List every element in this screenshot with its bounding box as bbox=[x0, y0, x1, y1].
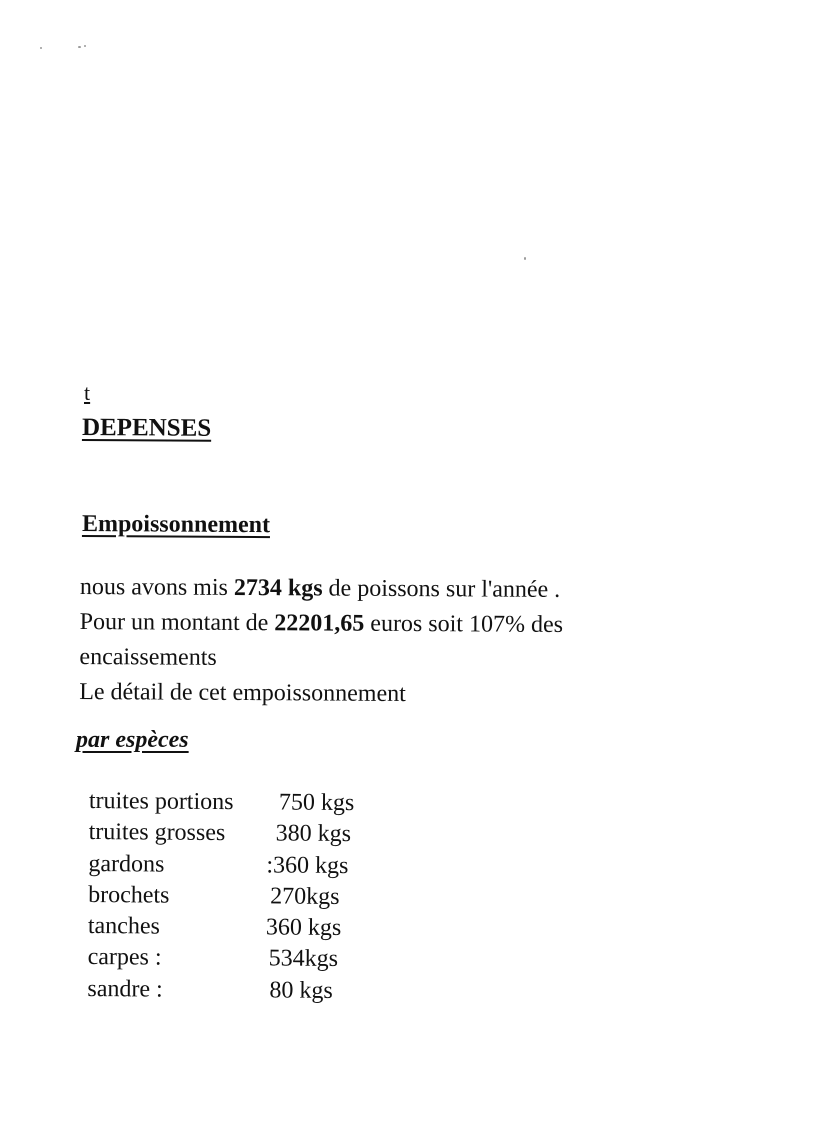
scan-speck bbox=[524, 257, 526, 260]
scan-speck bbox=[40, 47, 42, 49]
paragraph-line-1 bbox=[80, 570, 700, 609]
species-row bbox=[88, 942, 408, 976]
species-name: carpes : bbox=[87, 944, 162, 972]
paragraph-line-3: encaissements bbox=[79, 643, 217, 671]
summary-paragraph bbox=[79, 570, 700, 714]
species-row bbox=[87, 974, 407, 1008]
species-name: sandre : bbox=[87, 975, 163, 1003]
subsection-title: Empoissonnement bbox=[81, 511, 271, 539]
text-run: euros soit 107% des bbox=[364, 610, 564, 638]
text-run: Pour un montant de bbox=[79, 608, 275, 637]
species-quantity: 380 kgs bbox=[275, 820, 352, 848]
scan-speck bbox=[84, 45, 86, 47]
section-title: DEPENSES bbox=[81, 414, 212, 442]
species-name: brochets bbox=[88, 881, 170, 909]
species-row bbox=[89, 786, 409, 820]
species-list bbox=[87, 786, 409, 1008]
species-name: truites grosses bbox=[88, 819, 226, 847]
species-quantity: 80 kgs bbox=[269, 977, 333, 1004]
species-row bbox=[89, 817, 409, 851]
stray-mark: t bbox=[84, 380, 91, 405]
scan-speck bbox=[78, 46, 81, 48]
text-run: nous avons mis bbox=[79, 573, 234, 601]
paragraph-line-4: Le détail de cet empoissonnement bbox=[79, 678, 406, 707]
species-row bbox=[88, 880, 408, 914]
species-title: par espèces bbox=[76, 727, 189, 753]
total-amount: 22201,65 bbox=[274, 610, 365, 637]
species-row bbox=[88, 911, 408, 945]
species-row bbox=[88, 849, 408, 883]
species-quantity: :360 kgs bbox=[266, 851, 349, 879]
species-name: truites portions bbox=[88, 787, 234, 816]
text-run: de poissons sur l'année . bbox=[322, 575, 561, 603]
total-weight: 2734 kgs bbox=[233, 574, 323, 602]
species-name: gardons bbox=[88, 850, 165, 878]
species-quantity: 360 kgs bbox=[265, 914, 342, 942]
species-quantity: 270kgs bbox=[270, 883, 340, 910]
paragraph-line-2 bbox=[80, 605, 700, 644]
species-name: tanches bbox=[87, 913, 160, 940]
species-quantity: 534kgs bbox=[268, 945, 339, 973]
species-quantity: 750 kgs bbox=[278, 789, 355, 817]
